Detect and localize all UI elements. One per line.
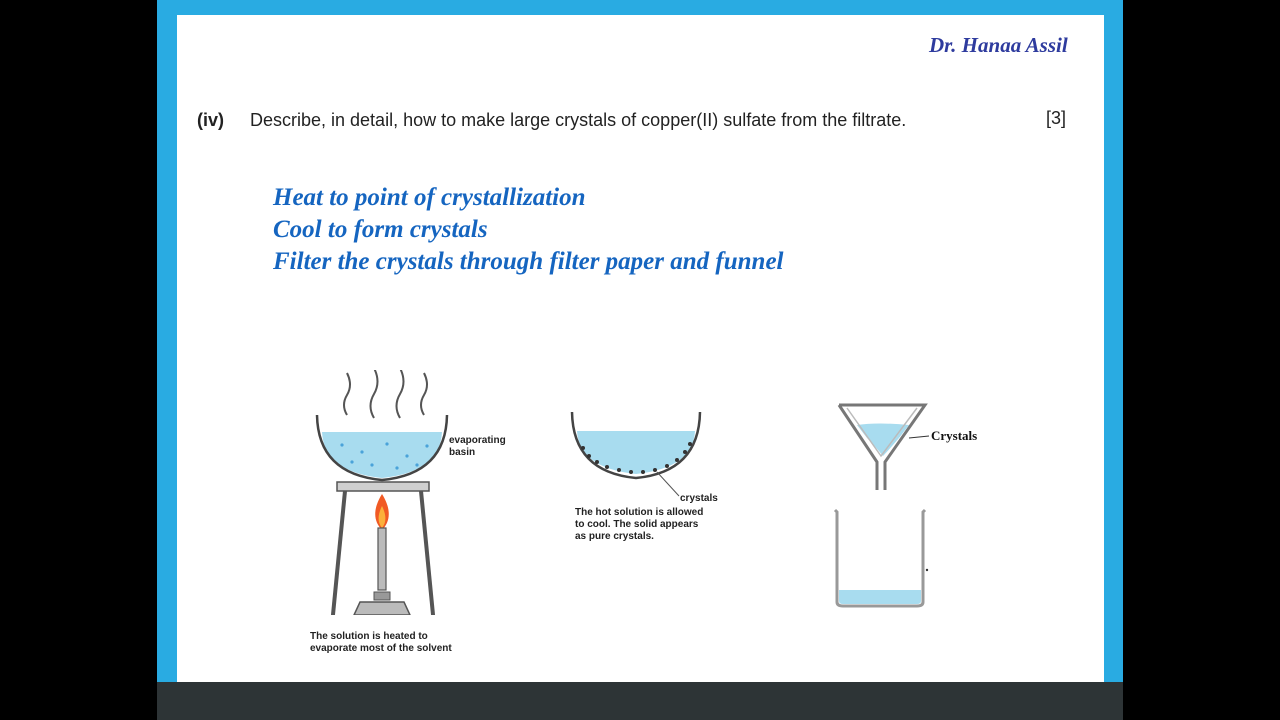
caption-cooling-1: The hot solution is allowed (575, 507, 704, 518)
author-name: Dr. Hanaa Assil (929, 33, 1068, 57)
cooling-diagram (567, 410, 707, 500)
caption-heating-2: evaporate most of the solvent (310, 643, 452, 654)
caption-cooling-2: to cool. The solid appears (575, 519, 699, 530)
bottom-bar (157, 682, 1123, 720)
question-text: Describe, in detail, how to make large crystals of copper(II) sulfate from the filtrate. (250, 110, 907, 130)
beaker-liquid (839, 590, 921, 604)
steam-line (421, 373, 427, 415)
question-marks: [3] (1046, 108, 1067, 128)
steam-line (397, 370, 404, 418)
filtration-diagram (827, 400, 937, 610)
steam-line (344, 373, 350, 415)
caption-heating-1: The solution is heated to (310, 631, 428, 642)
basin-solution (322, 432, 442, 478)
answer-line-3: Filter the crystals through filter paper and funnel (273, 248, 784, 275)
crystals-label-funnel: Crystals (931, 428, 978, 443)
answer-line-2: Cool to form crystals (273, 216, 488, 243)
gauze (337, 482, 429, 491)
crystals-label-small: crystals (680, 493, 718, 504)
burner-base (354, 602, 410, 615)
heating-diagram (312, 370, 512, 615)
caption-cooling-3: as pure crystals. (575, 531, 654, 542)
answer-line-1: Heat to point of crystallization (273, 184, 586, 211)
question-number: (iv) (197, 110, 224, 130)
steam-line (371, 370, 378, 418)
evaporating-basin-label: evaporating basin (449, 435, 506, 458)
slide-page (177, 15, 1104, 682)
burner-tube (378, 528, 386, 590)
